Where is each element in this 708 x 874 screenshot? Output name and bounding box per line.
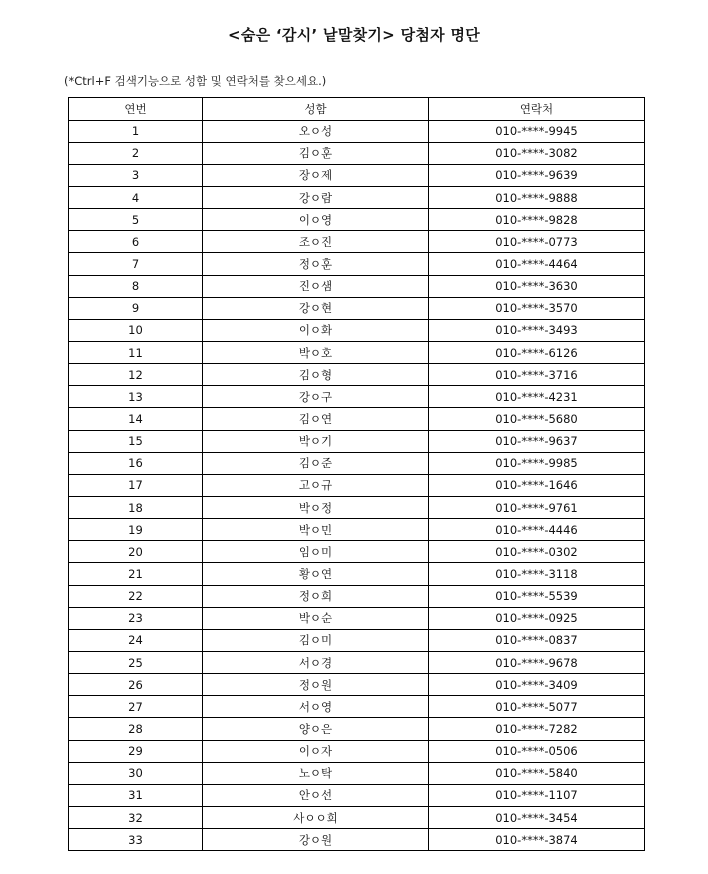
cell-name: 정ㅇ희	[203, 585, 429, 607]
cell-number: 31	[69, 784, 203, 806]
cell-number: 28	[69, 718, 203, 740]
cell-number: 1	[69, 120, 203, 142]
cell-name: 조ㅇ진	[203, 231, 429, 253]
cell-contact: 010-****-5077	[429, 696, 645, 718]
table-row	[69, 386, 645, 408]
table-row	[69, 718, 645, 740]
cell-number: 32	[69, 806, 203, 828]
table-body	[69, 120, 645, 851]
table-row	[69, 541, 645, 563]
cell-contact: 010-****-9828	[429, 209, 645, 231]
cell-name: 진ㅇ샘	[203, 275, 429, 297]
cell-number: 30	[69, 762, 203, 784]
cell-name: 서ㅇ영	[203, 696, 429, 718]
cell-contact: 010-****-5680	[429, 408, 645, 430]
cell-contact: 010-****-9985	[429, 452, 645, 474]
cell-contact: 010-****-3082	[429, 142, 645, 164]
cell-number: 9	[69, 297, 203, 319]
cell-number: 22	[69, 585, 203, 607]
cell-number: 29	[69, 740, 203, 762]
cell-number: 24	[69, 629, 203, 651]
table-row	[69, 297, 645, 319]
cell-contact: 010-****-3874	[429, 829, 645, 851]
table-row	[69, 452, 645, 474]
search-note: (*Ctrl+F 검색기능으로 성함 및 연락처를 찾으세요.)	[64, 74, 327, 88]
cell-name: 김ㅇ연	[203, 408, 429, 430]
cell-contact: 010-****-3570	[429, 297, 645, 319]
table-row	[69, 496, 645, 518]
cell-name: 박ㅇ순	[203, 607, 429, 629]
table-row	[69, 829, 645, 851]
cell-name: 임ㅇ미	[203, 541, 429, 563]
table-row	[69, 164, 645, 186]
cell-name: 이ㅇ화	[203, 319, 429, 341]
cell-number: 5	[69, 209, 203, 231]
cell-name: 고ㅇ규	[203, 474, 429, 496]
table-row	[69, 231, 645, 253]
cell-contact: 010-****-3454	[429, 806, 645, 828]
cell-contact: 010-****-9945	[429, 120, 645, 142]
cell-name: 박ㅇ기	[203, 430, 429, 452]
winner-table	[68, 97, 645, 851]
table-row	[69, 563, 645, 585]
cell-number: 23	[69, 607, 203, 629]
cell-contact: 010-****-5539	[429, 585, 645, 607]
cell-name: 강ㅇ람	[203, 187, 429, 209]
cell-contact: 010-****-4464	[429, 253, 645, 275]
table-row	[69, 696, 645, 718]
table-row	[69, 651, 645, 673]
cell-number: 6	[69, 231, 203, 253]
cell-contact: 010-****-9639	[429, 164, 645, 186]
cell-contact: 010-****-4231	[429, 386, 645, 408]
cell-contact: 010-****-0302	[429, 541, 645, 563]
cell-number: 12	[69, 364, 203, 386]
cell-name: 이ㅇ영	[203, 209, 429, 231]
table-row	[69, 784, 645, 806]
table-row	[69, 762, 645, 784]
cell-name: 노ㅇ탁	[203, 762, 429, 784]
table-row	[69, 120, 645, 142]
table-header-row	[69, 98, 645, 121]
cell-number: 15	[69, 430, 203, 452]
cell-number: 20	[69, 541, 203, 563]
table-row	[69, 187, 645, 209]
cell-contact: 010-****-7282	[429, 718, 645, 740]
document-title: <숨은 ‘감시’ 낱말찾기> 당첨자 명단	[227, 26, 481, 44]
table-row	[69, 519, 645, 541]
table-row	[69, 275, 645, 297]
cell-contact: 010-****-0837	[429, 629, 645, 651]
table-row	[69, 740, 645, 762]
cell-contact: 010-****-5840	[429, 762, 645, 784]
cell-name: 안ㅇ선	[203, 784, 429, 806]
table-row	[69, 319, 645, 341]
cell-name: 정ㅇ훈	[203, 253, 429, 275]
table-row	[69, 364, 645, 386]
cell-name: 사ㅇㅇ희	[203, 806, 429, 828]
cell-number: 16	[69, 452, 203, 474]
table-row	[69, 585, 645, 607]
cell-name: 정ㅇ원	[203, 674, 429, 696]
cell-contact: 010-****-3630	[429, 275, 645, 297]
cell-contact: 010-****-1107	[429, 784, 645, 806]
cell-name: 김ㅇ미	[203, 629, 429, 651]
cell-name: 김ㅇ준	[203, 452, 429, 474]
cell-number: 8	[69, 275, 203, 297]
table-row	[69, 607, 645, 629]
cell-name: 박ㅇ호	[203, 342, 429, 364]
cell-name: 장ㅇ제	[203, 164, 429, 186]
cell-name: 서ㅇ경	[203, 651, 429, 673]
cell-number: 19	[69, 519, 203, 541]
cell-name: 이ㅇ자	[203, 740, 429, 762]
cell-contact: 010-****-0925	[429, 607, 645, 629]
cell-name: 강ㅇ원	[203, 829, 429, 851]
cell-name: 강ㅇ현	[203, 297, 429, 319]
cell-contact: 010-****-3493	[429, 319, 645, 341]
table-row	[69, 209, 645, 231]
cell-contact: 010-****-4446	[429, 519, 645, 541]
cell-number: 4	[69, 187, 203, 209]
cell-number: 26	[69, 674, 203, 696]
cell-name: 오ㅇ성	[203, 120, 429, 142]
cell-contact: 010-****-3409	[429, 674, 645, 696]
cell-number: 27	[69, 696, 203, 718]
cell-number: 14	[69, 408, 203, 430]
table-row	[69, 430, 645, 452]
cell-number: 7	[69, 253, 203, 275]
cell-contact: 010-****-9888	[429, 187, 645, 209]
cell-number: 25	[69, 651, 203, 673]
table-row	[69, 342, 645, 364]
cell-name: 박ㅇ정	[203, 496, 429, 518]
table-row	[69, 474, 645, 496]
cell-contact: 010-****-9678	[429, 651, 645, 673]
cell-name: 김ㅇ형	[203, 364, 429, 386]
cell-number: 13	[69, 386, 203, 408]
table-row	[69, 408, 645, 430]
table-row	[69, 142, 645, 164]
cell-number: 18	[69, 496, 203, 518]
cell-contact: 010-****-0773	[429, 231, 645, 253]
cell-contact: 010-****-9637	[429, 430, 645, 452]
cell-contact: 010-****-3118	[429, 563, 645, 585]
table-row	[69, 629, 645, 651]
table-row	[69, 674, 645, 696]
table-row	[69, 806, 645, 828]
cell-number: 21	[69, 563, 203, 585]
cell-contact: 010-****-6126	[429, 342, 645, 364]
cell-name: 김ㅇ훈	[203, 142, 429, 164]
cell-contact: 010-****-1646	[429, 474, 645, 496]
cell-name: 황ㅇ연	[203, 563, 429, 585]
cell-number: 2	[69, 142, 203, 164]
cell-number: 11	[69, 342, 203, 364]
cell-contact: 010-****-9761	[429, 496, 645, 518]
cell-number: 17	[69, 474, 203, 496]
cell-name: 양ㅇ은	[203, 718, 429, 740]
cell-contact: 010-****-3716	[429, 364, 645, 386]
column-header-contact: 연락처	[429, 98, 645, 121]
cell-contact: 010-****-0506	[429, 740, 645, 762]
cell-number: 10	[69, 319, 203, 341]
cell-number: 3	[69, 164, 203, 186]
cell-number: 33	[69, 829, 203, 851]
column-header-number: 연번	[69, 98, 203, 121]
cell-name: 박ㅇ민	[203, 519, 429, 541]
cell-name: 강ㅇ구	[203, 386, 429, 408]
column-header-name: 성함	[203, 98, 429, 121]
table-row	[69, 253, 645, 275]
